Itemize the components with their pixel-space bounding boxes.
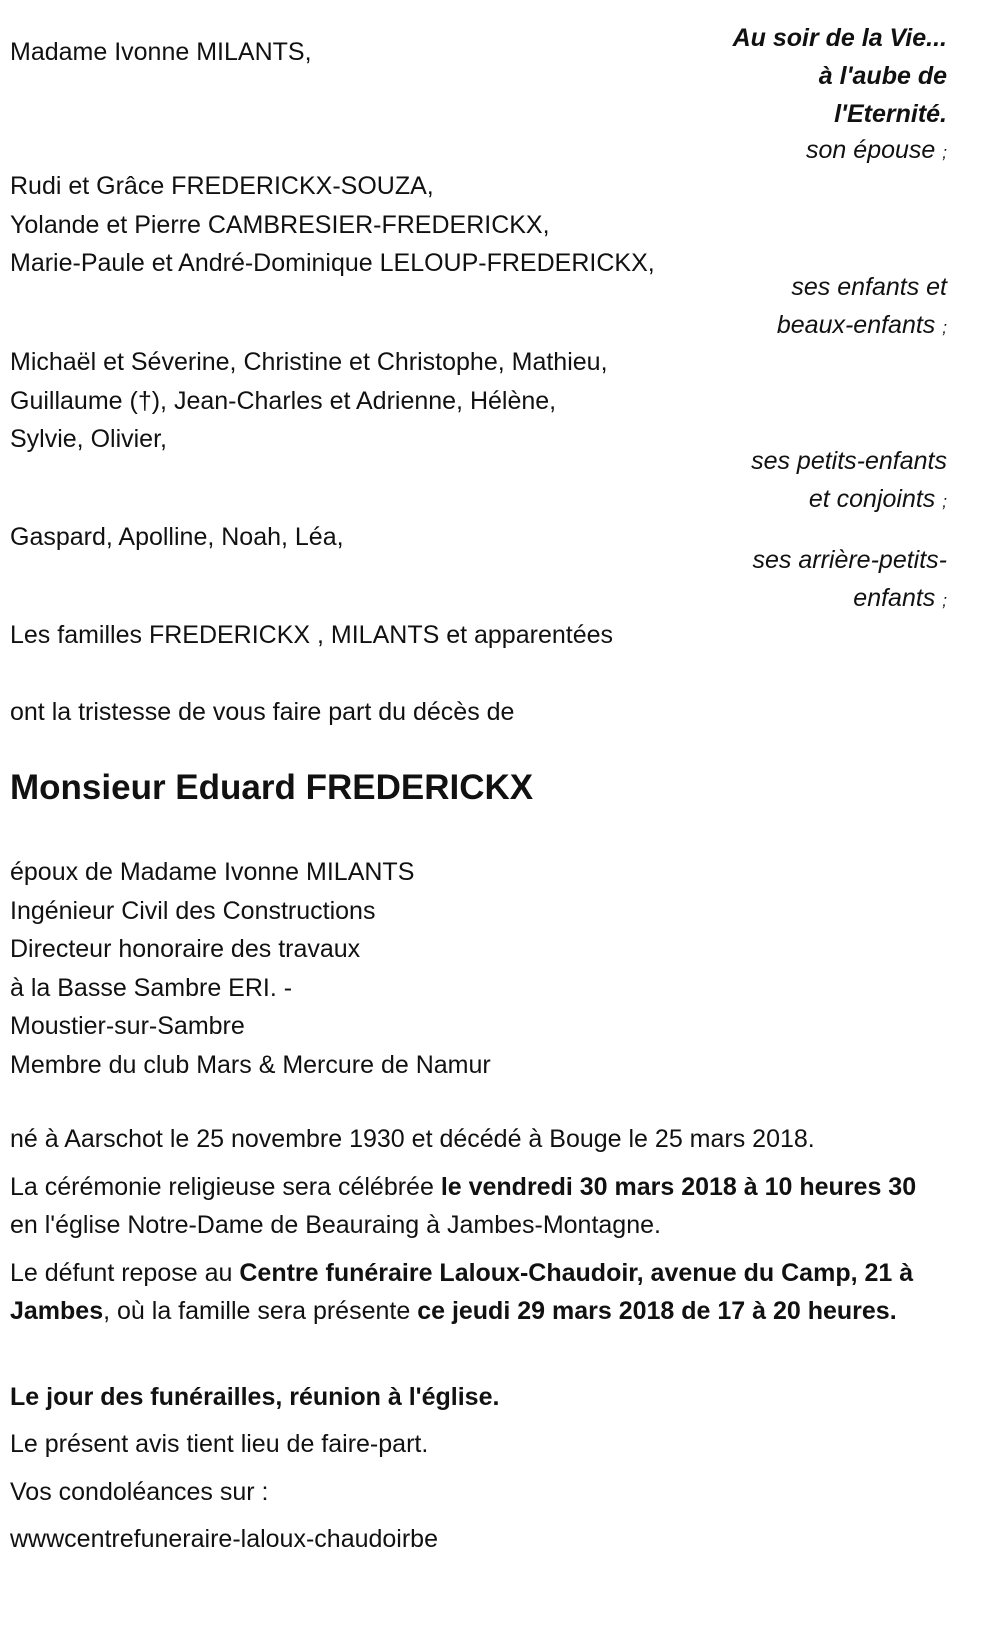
deceased-name: Monsieur Eduard FREDERICKX [10, 768, 534, 807]
label-grandchildren [751, 442, 947, 521]
grandchild-line: Guillaume (†), Jean-Charles et Adrienne, Hélène, [10, 386, 557, 415]
spouse-name: Madame Ivonne MILANTS, [10, 38, 312, 66]
label-line: et conjoints ; [808, 485, 947, 513]
grandchild-line: Sylvie, Olivier, [10, 425, 167, 453]
grandchildren-list [10, 343, 608, 459]
families: Les familles FREDERICKX , MILANTS et apparentées [10, 621, 614, 649]
child-line: Yolande et Pierre CAMBRESIER-FREDERICKX, [10, 210, 550, 239]
epigraph [733, 19, 947, 133]
child-line: Marie-Paule et André-Dominique LELOUP-FREDERICKX, [10, 249, 655, 277]
label-line: ses arrière-petits- [752, 546, 947, 574]
ceremony: La cérémonie religieuse sera célébrée le vendredi 30 mars 2018 à 10 heures 30 en l'église Notre-Dame de Beauraing à Jambes-Montagne. [10, 1173, 917, 1239]
epigraph-line: à l'aube de [818, 62, 947, 90]
deceased-details [10, 853, 491, 1084]
epigraph-line: l'Eternité. [834, 100, 947, 128]
label-line: enfants ; [853, 584, 947, 612]
label-spouse: son épouse ; [806, 136, 947, 164]
birth-death: né à Aarschot le 25 novembre 1930 et décédé à Bouge le 25 mars 2018. [10, 1125, 815, 1153]
website-link[interactable]: wwwcentrefuneraire-laloux-chaudoirbe [10, 1525, 438, 1553]
notice: Le présent avis tient lieu de faire-part. [10, 1430, 429, 1458]
repose: Le défunt repose au Centre funéraire Laloux-Chaudoir, avenue du Camp, 21 à Jambes, où la famille sera présente ce jeudi 29 mars 2018 de 17 à 20 heures. [10, 1259, 914, 1325]
label-great-grandchildren [753, 541, 948, 620]
detail-line: Ingénieur Civil des Constructions [10, 896, 376, 925]
detail-line: Moustier-sur-Sambre [10, 1012, 245, 1040]
detail-line: Membre du club Mars & Mercure de Namur [10, 1050, 491, 1079]
detail-line: époux de Madame Ivonne MILANTS [10, 858, 415, 886]
condolences: Vos condoléances sur : [10, 1478, 269, 1506]
epigraph-line: Au soir de la Vie... [732, 24, 947, 52]
label-line: ses enfants et [791, 273, 947, 301]
detail-line: à la Basse Sambre ERI. - [10, 973, 293, 1002]
great-grandchildren: Gaspard, Apolline, Noah, Léa, [10, 523, 344, 551]
children-list [10, 167, 655, 283]
label-line: beaux-enfants ; [776, 311, 947, 339]
detail-line: Directeur honoraire des travaux [10, 935, 361, 963]
grandchild-line: Michaël et Séverine, Christine et Christophe, Mathieu, [10, 348, 608, 376]
child-line: Rudi et Grâce FREDERICKX-SOUZA, [10, 172, 434, 200]
label-line: ses petits-enfants [751, 447, 947, 475]
funeral-day: Le jour des funérailles, réunion à l'église. [10, 1383, 500, 1411]
label-children [777, 268, 947, 347]
announcement: ont la tristesse de vous faire part du décès de [10, 698, 515, 726]
